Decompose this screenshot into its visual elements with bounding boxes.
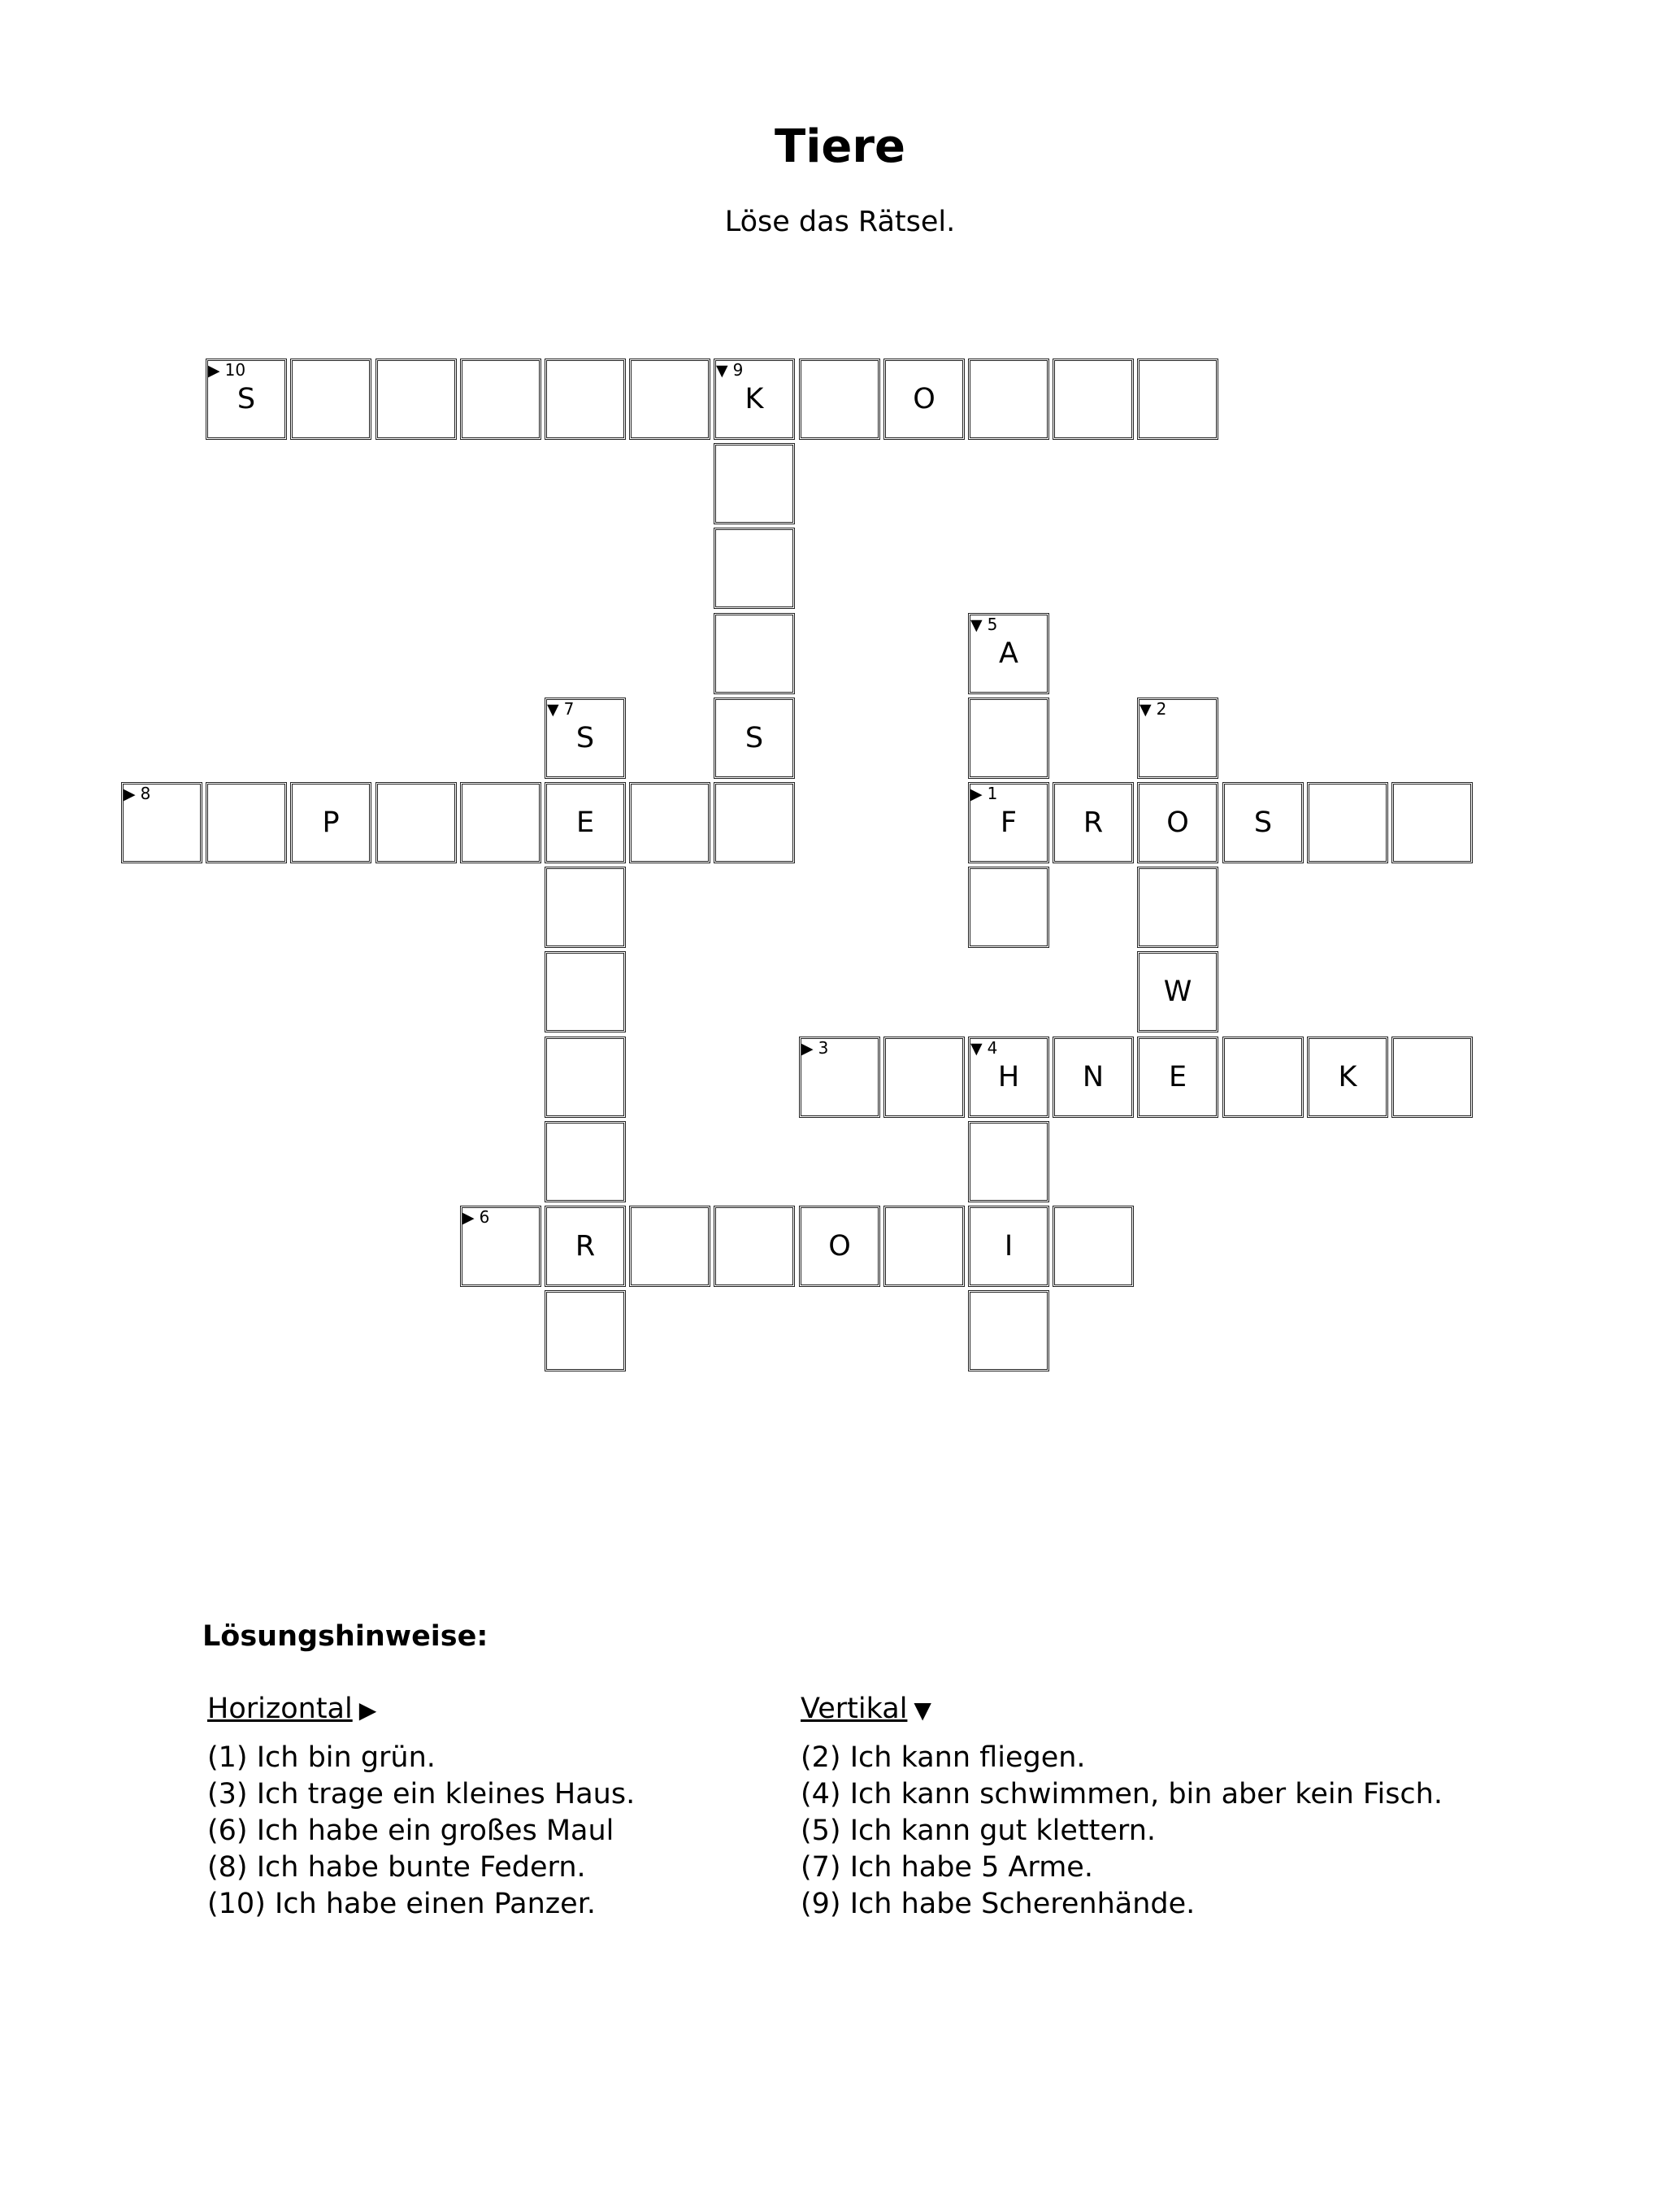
crossword-cell[interactable] (1053, 359, 1134, 440)
crossword-cell[interactable] (1137, 951, 1218, 1032)
crossword-cell[interactable] (545, 951, 626, 1032)
crossword-cell[interactable] (1137, 867, 1218, 948)
cell-letter: O (828, 1230, 851, 1263)
crossword-cell[interactable] (799, 359, 880, 440)
right-arrow-icon: ▶ (801, 1040, 814, 1058)
crossword-cell[interactable] (545, 1290, 626, 1371)
crossword-cell[interactable] (714, 698, 795, 779)
crossword-cell[interactable] (883, 1206, 965, 1287)
crossword-cell[interactable] (206, 782, 287, 863)
cell-letter: O (913, 383, 936, 415)
crossword-cell[interactable] (714, 613, 795, 694)
crossword-cell[interactable] (1053, 1037, 1134, 1118)
crossword-cell[interactable] (968, 867, 1049, 948)
cell-letter: O (1166, 806, 1189, 839)
crossword-cell[interactable] (714, 528, 795, 609)
crossword-cell[interactable] (883, 359, 965, 440)
right-arrow-icon: ▶ (124, 785, 136, 803)
down-arrow-icon: ▼ (716, 362, 728, 380)
hints-title: Lösungshinweise: (202, 1620, 488, 1653)
clue-number-label: 10 (224, 360, 246, 380)
crossword-cell[interactable] (883, 1037, 965, 1118)
crossword-cell[interactable] (376, 359, 457, 440)
clue-number-label: 8 (140, 784, 151, 803)
cell-letter: S (1253, 806, 1273, 839)
cell-letter: N (1082, 1061, 1105, 1093)
vertical-clues (801, 1691, 1443, 1923)
crossword-cell[interactable] (1137, 1037, 1218, 1118)
crossword-cell[interactable] (714, 1206, 795, 1287)
crossword-cell[interactable] (206, 359, 287, 440)
cell-letter: R (1083, 806, 1104, 839)
crossword-cell[interactable] (290, 359, 371, 440)
clue-item: (1) Ich bin grün. (207, 1741, 436, 1774)
cell-letter: F (1000, 806, 1018, 839)
cell-letter: A (999, 637, 1018, 670)
crossword-cell[interactable] (629, 1206, 710, 1287)
clue-number (462, 1209, 489, 1226)
crossword-cell[interactable] (460, 1206, 541, 1287)
cell-letter: E (1168, 1061, 1187, 1093)
horizontal-clues (207, 1691, 635, 1923)
crossword-cell[interactable] (799, 1037, 880, 1118)
clue-item: (9) Ich habe Scherenhände. (801, 1888, 1196, 1920)
clue-item: (7) Ich habe 5 Arme. (801, 1851, 1093, 1884)
horizontal-heading-label: Horizontal (207, 1693, 353, 1725)
crossword-cell[interactable] (545, 867, 626, 948)
clue-number-label: 1 (987, 784, 998, 803)
down-arrow-icon: ▼ (970, 616, 983, 634)
crossword-cell[interactable] (545, 359, 626, 440)
crossword-cell[interactable] (968, 613, 1049, 694)
down-arrow-icon: ▼ (970, 1040, 983, 1058)
crossword-cell[interactable] (1391, 782, 1473, 863)
crossword-cell[interactable] (968, 1290, 1049, 1371)
crossword-cell[interactable] (629, 782, 710, 863)
crossword-cell[interactable] (376, 782, 457, 863)
crossword-cell[interactable] (1307, 1037, 1388, 1118)
crossword-cell[interactable] (545, 1121, 626, 1202)
crossword-cell[interactable] (629, 359, 710, 440)
cell-letter: S (575, 722, 595, 754)
crossword-cell[interactable] (1137, 359, 1218, 440)
clue-number (801, 1040, 828, 1057)
clue-number-label: 5 (987, 615, 998, 634)
clue-item: (8) Ich habe bunte Federn. (207, 1851, 586, 1884)
crossword-cell[interactable] (545, 698, 626, 779)
cell-letter: E (575, 806, 595, 839)
vertical-heading (801, 1691, 1443, 1728)
crossword-cell[interactable] (545, 782, 626, 863)
crossword-cell[interactable] (460, 782, 541, 863)
page-subtitle: Löse das Rätsel. (724, 206, 956, 238)
crossword-grid (121, 359, 1477, 1377)
clue-item: (6) Ich habe ein großes Maul (207, 1815, 614, 1847)
crossword-cell[interactable] (545, 1037, 626, 1118)
crossword-cell[interactable] (714, 782, 795, 863)
clue-number-label: 9 (732, 360, 744, 380)
crossword-cell[interactable] (714, 443, 795, 524)
crossword-cell[interactable] (968, 782, 1049, 863)
crossword-cell[interactable] (799, 1206, 880, 1287)
crossword-cell[interactable] (1053, 782, 1134, 863)
cell-letter: R (575, 1230, 596, 1263)
crossword-cell[interactable] (460, 359, 541, 440)
clue-item: (10) Ich habe einen Panzer. (207, 1888, 597, 1920)
cell-letter: P (322, 806, 340, 839)
clue-number-label: 3 (818, 1038, 829, 1058)
cell-letter: K (744, 383, 764, 415)
cell-letter: S (237, 383, 256, 415)
crossword-cell[interactable] (1307, 782, 1388, 863)
crossword-cell[interactable] (968, 359, 1049, 440)
right-arrow-icon: ▶ (208, 362, 220, 380)
cell-letter: K (1338, 1061, 1357, 1093)
page-title: Tiere (775, 120, 905, 173)
crossword-cell[interactable] (1053, 1206, 1134, 1287)
crossword-cell[interactable] (121, 782, 202, 863)
crossword-cell[interactable] (1222, 1037, 1304, 1118)
clue-item: (2) Ich kann fliegen. (801, 1741, 1086, 1774)
clue-item: (5) Ich kann gut klettern. (801, 1815, 1157, 1847)
crossword-cell[interactable] (1222, 782, 1304, 863)
crossword-cell[interactable] (1391, 1037, 1473, 1118)
down-arrow-icon: ▼ (914, 1697, 931, 1723)
right-arrow-icon: ▶ (358, 1697, 377, 1723)
clue-item: (3) Ich trage ein kleines Haus. (207, 1778, 636, 1810)
clue-number (124, 785, 150, 802)
crossword-cell[interactable] (968, 1121, 1049, 1202)
down-arrow-icon: ▼ (547, 701, 559, 719)
crossword-cell[interactable] (968, 1037, 1049, 1118)
cell-letter: W (1163, 976, 1192, 1008)
crossword-cell[interactable] (968, 1206, 1049, 1287)
right-arrow-icon: ▶ (970, 785, 983, 803)
crossword-cell[interactable] (968, 698, 1049, 779)
crossword-cell[interactable] (1137, 698, 1218, 779)
right-arrow-icon: ▶ (462, 1209, 475, 1227)
cell-letter: H (997, 1061, 1020, 1093)
clue-number-label: 4 (987, 1038, 998, 1058)
clue-number-label: 7 (563, 699, 575, 719)
clue-item: (4) Ich kann schwimmen, bin aber kein Fisch. (801, 1778, 1443, 1810)
down-arrow-icon: ▼ (1140, 701, 1152, 719)
clue-number (1140, 701, 1166, 718)
crossword-cell[interactable] (714, 359, 795, 440)
clue-number-label: 6 (479, 1207, 490, 1227)
cell-letter: I (1004, 1230, 1014, 1263)
horizontal-heading (207, 1691, 635, 1728)
cell-letter: S (744, 722, 764, 754)
vertical-heading-label: Vertikal (801, 1693, 908, 1725)
crossword-cell[interactable] (290, 782, 371, 863)
crossword-cell[interactable] (1137, 782, 1218, 863)
clue-number-label: 2 (1156, 699, 1167, 719)
crossword-cell[interactable] (545, 1206, 626, 1287)
